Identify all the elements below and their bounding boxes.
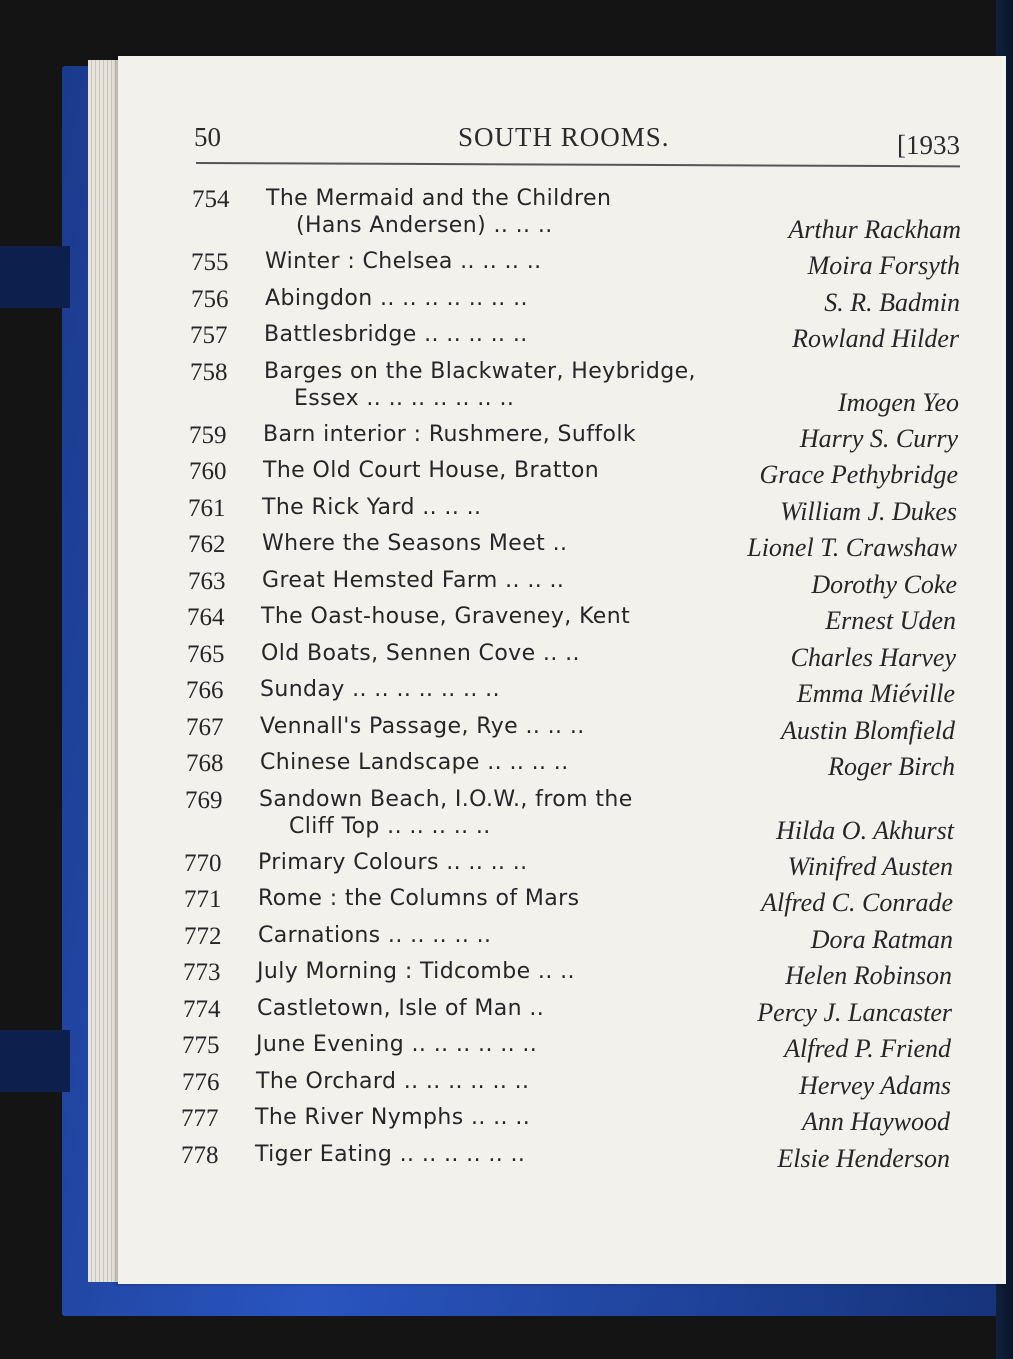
entry-number: 777 [181,1105,219,1132]
catalogue-entry [0,1142,1013,1178]
entry-title-continuation: Essex .. .. .. .. .. .. .. [294,386,515,411]
entry-title: Abingdon .. .. .. .. .. .. .. [265,286,528,311]
entry-title: The Orchard .. .. .. .. .. .. [256,1069,530,1094]
catalogue-entry [0,750,1013,786]
entry-number: 756 [191,286,229,313]
catalogue-entry [0,850,1013,886]
entry-title: Where the Seasons Meet .. [262,531,568,556]
catalogue-entry [0,677,1013,713]
catalogue-entry [0,604,1013,640]
entry-number: 767 [186,714,224,741]
entry-number: 758 [190,359,228,386]
entry-title: Primary Colours .. .. .. .. [258,850,528,875]
year-marker: [1933 [897,130,960,160]
entry-artist: Roger Birch [828,752,955,781]
entry-title-continuation: (Hans Andersen) .. .. .. [296,213,553,238]
catalogue-entry [0,959,1013,995]
entry-title: June Evening .. .. .. .. .. .. [256,1032,538,1057]
entry-artist: Percy J. Lancaster [757,998,952,1027]
entry-artist: Ernest Uden [825,606,956,635]
entry-number: 773 [183,959,221,986]
entry-title: Sunday .. .. .. .. .. .. .. [260,677,500,702]
entry-number: 778 [181,1142,219,1169]
entry-title: Barges on the Blackwater, Heybridge, [264,359,696,384]
entry-title: Great Hemsted Farm .. .. .. [262,568,565,593]
entry-artist: William J. Dukes [780,497,957,526]
entry-artist: Charles Harvey [790,643,956,672]
entry-number: 759 [189,422,227,449]
catalogue-entry [0,359,1013,417]
entry-artist: Dora Ratman [810,925,953,954]
catalogue-entry [0,1105,1013,1141]
entry-title: July Morning : Tidcombe .. .. [257,959,575,984]
entry-number: 764 [187,604,225,631]
entry-title: Sandown Beach, I.O.W., from the [259,787,633,812]
catalogue-entry [0,286,1013,322]
entry-number: 755 [191,249,229,276]
entry-title: Old Boats, Sennen Cove .. .. [261,641,580,666]
entry-number: 776 [182,1069,220,1096]
entry-title: Battlesbridge .. .. .. .. .. [264,322,528,347]
entry-title: Rome : the Columns of Mars [258,886,580,911]
entry-title: The Rick Yard .. .. .. [262,495,482,520]
catalogue-entry [0,531,1013,567]
catalogue-entry [0,641,1013,677]
entry-title: The River Nymphs .. .. .. [255,1105,531,1130]
catalogue-entry [0,568,1013,604]
entry-number: 754 [192,186,230,213]
entry-artist: Dorothy Coke [811,570,957,599]
catalogue-entry [0,1032,1013,1068]
entry-artist: Helen Robinson [785,961,952,990]
entry-artist: Emma Miéville [796,679,955,708]
entry-number: 775 [182,1032,220,1059]
entry-title: Castletown, Isle of Man .. [257,996,545,1021]
entry-artist: S. R. Badmin [824,288,960,317]
entry-title: Tiger Eating .. .. .. .. .. .. [255,1142,526,1167]
running-head: SOUTH ROOMS. [458,122,670,152]
entry-number: 762 [188,531,226,558]
catalogue-entry [0,186,1013,244]
entry-artist: Harry S. Curry [799,424,958,453]
catalogue-entry [0,495,1013,531]
catalogue-entry [0,249,1013,285]
entry-artist: Rowland Hilder [792,324,959,353]
catalogue-entry [0,923,1013,959]
entry-artist: Hervey Adams [799,1071,951,1100]
catalogue-entry [0,787,1013,845]
entry-number: 757 [190,322,228,349]
entry-number: 774 [183,996,221,1023]
entry-title: The Old Court House, Bratton [263,458,600,483]
entry-artist: Moira Forsyth [807,251,960,280]
entry-title: Barn interior : Rushmere, Suffolk [263,422,637,447]
entry-artist: Grace Pethybridge [759,460,958,489]
entry-title: Vennall's Passage, Rye .. .. .. [260,714,585,739]
entry-title: Carnations .. .. .. .. .. [258,923,492,948]
entry-number: 760 [189,458,227,485]
entry-title-continuation: Cliff Top .. .. .. .. .. [289,814,491,839]
entry-title: The Mermaid and the Children [266,186,612,211]
entry-artist: Alfred C. Conrade [761,888,953,917]
entry-title: Chinese Landscape .. .. .. .. [260,750,569,775]
entry-title: Winter : Chelsea .. .. .. .. [265,249,542,274]
entry-number: 768 [186,750,224,777]
catalogue-entry [0,1069,1013,1105]
entry-number: 771 [184,886,222,913]
entry-artist: Elsie Henderson [777,1144,950,1173]
catalogue-entry [0,458,1013,494]
catalogue-entry [0,422,1013,458]
catalogue-entry [0,714,1013,750]
page-number: 50 [194,122,221,152]
entry-title: The Oast-house, Graveney, Kent [261,604,631,629]
entry-number: 766 [186,677,224,704]
entry-number: 770 [184,850,222,877]
entry-number: 761 [188,495,226,522]
entry-artist: Hilda O. Akhurst [776,816,954,845]
entry-number: 765 [187,641,225,668]
catalogue-entry [0,322,1013,358]
entry-artist: Imogen Yeo [837,388,959,417]
catalogue-entry [0,996,1013,1032]
entry-artist: Arthur Rackham [788,215,961,244]
entry-number: 772 [184,923,222,950]
entry-artist: Ann Haywood [801,1107,950,1136]
entry-artist: Austin Blomfield [780,716,955,745]
catalogue-entry [0,886,1013,922]
entry-number: 763 [188,568,226,595]
entry-artist: Alfred P. Friend [784,1034,951,1063]
entry-artist: Winifred Austen [787,852,953,881]
entry-artist: Lionel T. Crawshaw [747,533,957,562]
entry-number: 769 [185,787,223,814]
